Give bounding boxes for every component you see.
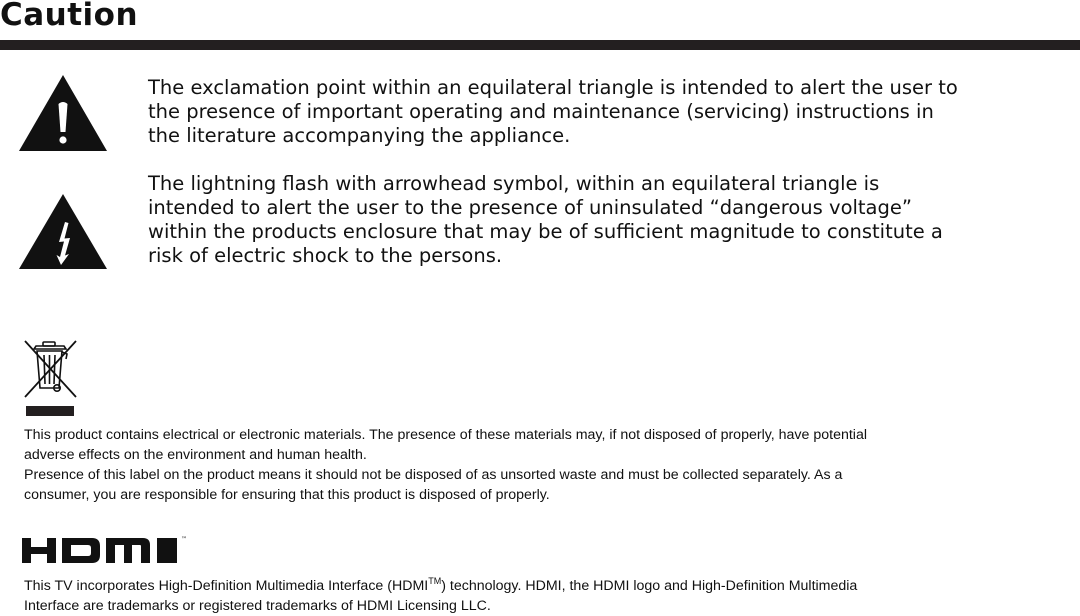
hdmi-trademark-symbol: ™ bbox=[181, 536, 187, 543]
hdmi-logo bbox=[20, 533, 192, 565]
hdmi-tm-superscript: TM bbox=[428, 576, 442, 586]
warning-line: intended to alert the user to the presence of uninsulated “dangerous voltage” bbox=[148, 196, 912, 219]
hdmi-line-2: Interface are trademarks or registered trademarks of HDMI Licensing LLC. bbox=[24, 598, 491, 614]
hdmi-line-1 bbox=[24, 571, 857, 596]
hdmi-line-1-start: This TV incorporates High-Definition Multimedia Interface (HDMI bbox=[24, 578, 429, 594]
warning-line: the presence of important operating and maintenance (servicing) instructions in bbox=[148, 100, 934, 123]
weee-line: adverse effects on the environment and human health. bbox=[24, 447, 367, 463]
lightning-triangle-icon bbox=[18, 193, 108, 270]
weee-marking-bar bbox=[26, 406, 74, 416]
warning-line: risk of electric shock to the persons. bbox=[148, 244, 503, 267]
warning-line: The lightning flash with arrowhead symbol, within an equilateral triangle is bbox=[148, 172, 880, 195]
hdmi-trademark-paragraph bbox=[24, 571, 857, 616]
warning-line: the literature accompanying the appliance. bbox=[148, 124, 571, 147]
warning-line: The exclamation point within an equilateral triangle is intended to alert the user to bbox=[148, 76, 958, 99]
title-underline-rule bbox=[0, 40, 1080, 50]
weee-line: This product contains electrical or electronic materials. The presence of these materials may, if not disposed of properly, have potential bbox=[24, 427, 867, 443]
weee-paragraph-1 bbox=[24, 425, 867, 465]
crossed-out-wheelie-bin-icon bbox=[22, 339, 80, 399]
weee-line: consumer, you are responsible for ensuring that this product is disposed of properly. bbox=[24, 487, 550, 503]
warning-line: within the products enclosure that may be of sufficient magnitude to constitute a bbox=[148, 220, 943, 243]
lightning-warning-text bbox=[148, 172, 1078, 268]
weee-paragraph-2 bbox=[24, 465, 842, 505]
exclamation-triangle-icon bbox=[18, 74, 108, 152]
weee-line: Presence of this label on the product means it should not be disposed of as unsorted waste and must be collected separately. As a bbox=[24, 467, 843, 483]
hdmi-line-1-end: ) technology. HDMI, the HDMI logo and High-Definition Multimedia bbox=[441, 578, 858, 594]
page-title: Caution bbox=[0, 0, 139, 33]
exclamation-warning-text bbox=[148, 76, 1078, 148]
